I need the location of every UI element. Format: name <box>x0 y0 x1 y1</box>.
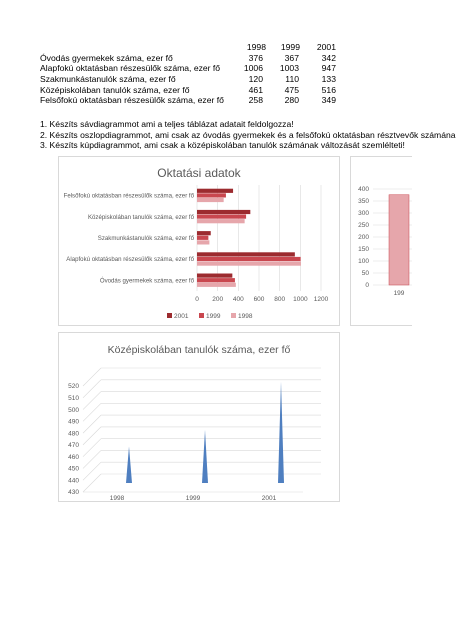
y-tick-label: 510 <box>68 394 79 402</box>
page-margin <box>412 150 474 330</box>
gridline <box>83 427 101 445</box>
y-tick-label: 250 <box>358 222 369 230</box>
cell-value: 376 <box>248 52 263 63</box>
row-label: Középiskolában tanulók száma, ezer fő <box>40 84 190 95</box>
cell-value: 258 <box>248 95 263 106</box>
header-year: 1999 <box>280 42 300 52</box>
bar <box>197 240 209 244</box>
category-label: Alapfokú oktatásban részesülők száma, ezer fő <box>66 256 194 264</box>
cell-value: 110 <box>285 74 299 85</box>
bar <box>197 274 232 278</box>
y-tick-label: 480 <box>68 430 79 438</box>
bar <box>197 283 236 287</box>
category-label: Felsőfokú oktatásban részesülők száma, ezer fő <box>63 192 194 200</box>
bar <box>197 278 235 282</box>
y-tick-label: 460 <box>68 453 79 461</box>
bar <box>197 231 211 235</box>
y-tick-label: 300 <box>358 210 369 218</box>
bar <box>197 262 301 266</box>
legend-label: 1999 <box>206 313 221 320</box>
bar-chart-svg <box>59 157 339 325</box>
bar-chart-oktatasi-adatok[interactable] <box>58 156 340 326</box>
bar <box>197 210 250 214</box>
gridline <box>83 403 101 421</box>
cell-value: 1006 <box>243 63 263 74</box>
y-tick-label: 490 <box>68 418 79 426</box>
cell-value: 342 <box>321 52 336 63</box>
cone-chart-svg <box>59 333 339 501</box>
y-tick-label: 50 <box>361 270 369 278</box>
x-tick-label: 800 <box>274 296 286 303</box>
x-tick-label: 1999 <box>185 495 201 502</box>
task-item: 2. Készíts oszlopdiagrammot, ami csak az óvodás gyermekek és a felsőfokú oktatásban résztvevők számána <box>40 129 456 140</box>
cell-value: 133 <box>321 74 336 85</box>
row-label: Szakmunkástanulók száma, ezer fő <box>40 74 176 85</box>
category-label: Középiskolában tanulók száma, ezer fő <box>87 213 194 221</box>
cell-value: 516 <box>321 84 336 95</box>
y-tick-label: 500 <box>68 406 79 414</box>
x-tick-label: 1200 <box>313 296 329 303</box>
bar <box>197 193 226 197</box>
task-item: 3. Készíts kúpdiagrammot, ami csak a középiskolában tanulók számának változását szemlélteti! <box>40 140 405 151</box>
y-tick-label: 100 <box>358 258 369 266</box>
y-tick-label: 400 <box>358 186 369 194</box>
y-tick-label: 350 <box>358 198 369 206</box>
y-tick-label: 470 <box>68 442 79 450</box>
cell-value: 120 <box>248 74 263 85</box>
cell-value: 461 <box>248 84 263 95</box>
cone <box>278 382 284 483</box>
x-tick-label: 200 <box>212 296 224 303</box>
bar <box>197 215 246 219</box>
x-tick-label: 199 <box>393 290 405 297</box>
legend-swatch <box>199 313 204 318</box>
x-tick-label: 600 <box>253 296 265 303</box>
gridline <box>83 415 101 433</box>
bar <box>197 198 224 202</box>
cell-value: 280 <box>284 95 299 106</box>
legend-label: 2001 <box>174 313 189 320</box>
category-label: Óvodás gyermekek száma, ezer fő <box>99 277 194 285</box>
legend-swatch <box>167 313 172 318</box>
cone <box>126 446 132 483</box>
y-tick-label: 520 <box>68 383 79 391</box>
y-tick-label: 430 <box>68 489 79 497</box>
y-tick-label: 150 <box>358 246 369 254</box>
gridline <box>83 439 101 457</box>
gridline <box>83 462 101 480</box>
column-chart-svg <box>351 157 421 325</box>
x-tick-label: 0 <box>195 296 199 303</box>
x-tick-label: 2001 <box>261 495 277 502</box>
legend-label: 1998 <box>238 313 253 320</box>
legend-swatch <box>231 313 236 318</box>
gridline <box>83 368 101 386</box>
cone-chart-kozepiskola[interactable] <box>58 332 340 502</box>
header-year: 1998 <box>246 42 266 52</box>
cell-value: 1003 <box>279 63 299 74</box>
task-item: 1. Készíts sávdiagrammot ami a teljes táblázat adatait feldolgozza! <box>40 119 294 129</box>
gridline <box>83 392 101 410</box>
bar <box>389 195 409 285</box>
row-label: Alapfokú oktatásban részesülők száma, ezer fő <box>40 63 221 74</box>
task-list <box>40 119 456 151</box>
y-tick-label: 440 <box>68 477 79 485</box>
x-tick-label: 400 <box>232 296 244 303</box>
bar <box>197 189 233 193</box>
bar <box>197 257 301 261</box>
x-tick-label: 1000 <box>293 296 308 303</box>
cone <box>202 430 208 483</box>
header-year: 2001 <box>316 42 336 52</box>
gridline <box>83 450 101 468</box>
gridline <box>83 380 101 398</box>
y-tick-label: 450 <box>68 465 79 473</box>
row-label: Óvodás gyermekek száma, ezer fő <box>40 52 173 63</box>
bar <box>197 236 208 240</box>
bar <box>197 219 245 223</box>
category-label: Szakmunkástanulók száma, ezer fő <box>97 235 194 242</box>
x-tick-label: 1998 <box>109 495 125 502</box>
y-tick-label: 200 <box>358 234 369 242</box>
cell-value: 367 <box>284 52 299 63</box>
chart-title: Középiskolában tanulók száma, ezer fő <box>107 344 291 356</box>
cell-value: 947 <box>321 63 336 74</box>
row-label: Felsőfokú oktatásban részesülők száma, ezer fő <box>40 95 224 106</box>
cell-value: 475 <box>284 84 299 95</box>
y-tick-label: 0 <box>365 282 369 290</box>
cell-value: 349 <box>321 95 336 106</box>
gridline <box>83 474 101 492</box>
chart-title: Oktatási adatok <box>157 166 241 180</box>
bar <box>197 252 295 256</box>
